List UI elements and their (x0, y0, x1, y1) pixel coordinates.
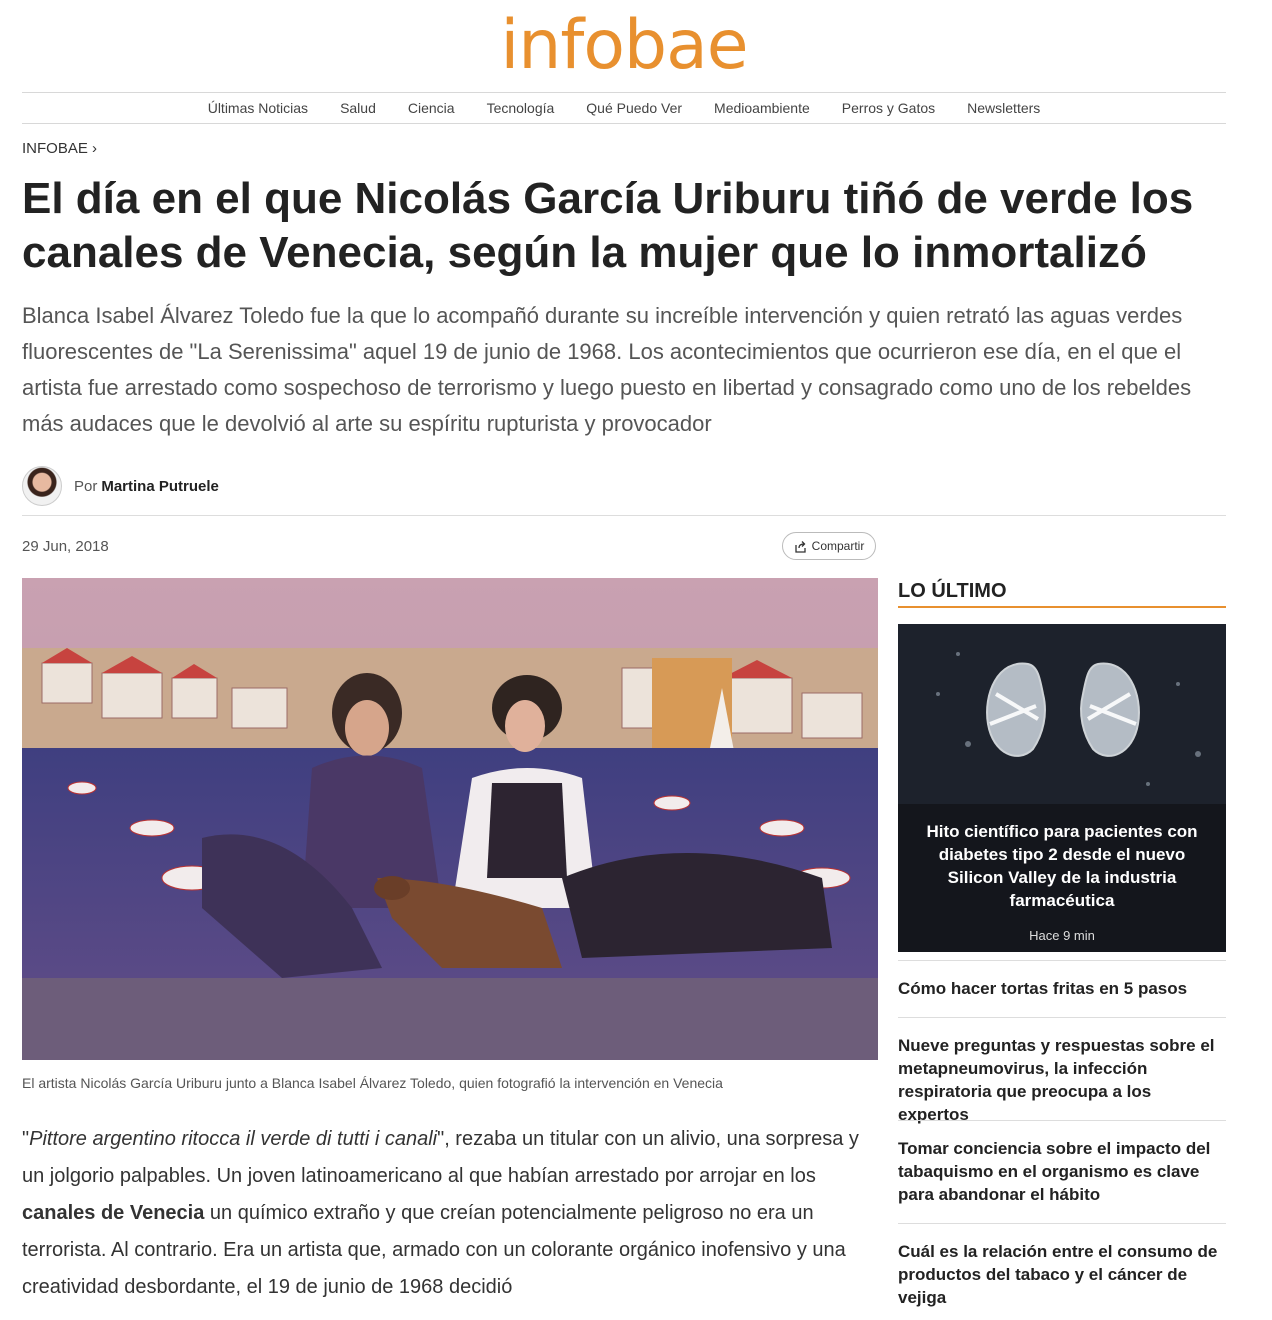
author-name[interactable]: Martina Putruele (101, 477, 219, 495)
article-title: El día en el que Nicolás García Uriburu tiñó de verde los canales de Venecia, según la mujer que lo inmortalizó (22, 174, 1194, 277)
sidebar-heading: LO ÚLTIMO (898, 580, 1226, 608)
share-label: Compartir (811, 539, 865, 553)
sidebar-item-cancer-vejiga[interactable]: Cuál es la relación entre el consumo de productos del tabaco y el cáncer de vejiga (898, 1223, 1226, 1320)
share-icon (794, 540, 807, 553)
photo-caption: El artista Nicolás García Uriburu junto a Blanca Isabel Álvarez Toledo, quien fotografió la intervención en Venecia (22, 1075, 723, 1091)
feature-time: Hace 9 min (1029, 928, 1095, 943)
main-nav (22, 92, 1226, 124)
body-text-1: ", rezaba un titular con un alivio, una sorpresa y un jolgorio palpables. Un joven latinoamericano al que habían arrestado por arrojar en los (22, 1128, 859, 1187)
sidebar-feature-card[interactable] (898, 624, 1226, 952)
nav-medioambiente[interactable]: Medioambiente (714, 100, 810, 116)
hero-photo[interactable] (22, 578, 878, 1060)
nav-ciencia[interactable]: Ciencia (407, 100, 455, 116)
nav-que-puedo-ver[interactable]: Qué Puedo Ver (586, 100, 683, 116)
nav-ultimas-noticias[interactable]: Últimas Noticias (207, 100, 309, 116)
publish-date: 29 Jun, 2018 (22, 538, 109, 555)
sidebar-item-tortas[interactable]: Cómo hacer tortas fritas en 5 pasos (898, 960, 1226, 1017)
breadcrumb[interactable]: INFOBAE › (22, 140, 98, 157)
nav-newsletters[interactable]: Newsletters (967, 100, 1041, 116)
article-body: "Pittore argentino ritocca il verde di tutti i canali", rezaba un titular con un alivio, una sorpresa y un jolgorio palpables. Un joven latinoamericano al que habían arrestado por arrojar en los canales de Venecia un químico extraño y que creían potencialmente peligroso no era un terrorista. Al contrario. Era un artista que, armado con un colorante orgánico inofensivo y una creatividad desbordante, el 19 de junio de 1968 decidió (22, 1128, 859, 1298)
share-button[interactable] (782, 532, 876, 560)
feature-title[interactable]: Hito científico para pacientes con diabetes tipo 2 desde el nuevo Silicon Valley de la industria farmacéutica (926, 822, 1198, 910)
nav-perros-y-gatos[interactable]: Perros y Gatos (841, 100, 936, 116)
author-avatar[interactable] (22, 466, 62, 506)
author-byline (22, 466, 219, 506)
nav-tecnologia[interactable]: Tecnología (486, 100, 555, 116)
sidebar-item-tabaquismo[interactable]: Tomar conciencia sobre el impacto del tabaquismo en el organismo es clave para abandonar el hábito (898, 1120, 1226, 1223)
sidebar-item-metapneumovirus[interactable]: Nueve preguntas y respuestas sobre el metapneumovirus, la infección respiratoria que preocupa a los expertos (898, 1017, 1226, 1120)
divider (22, 515, 1226, 516)
photo-illustration (22, 578, 878, 1060)
body-quote: Pittore argentino ritocca il verde di tutti i canali (29, 1128, 438, 1150)
body-text-2: un químico extraño y que creían potencialmente peligroso no era un terrorista. Al contrario. Era un artista que, armado con un colorante orgánico inofensivo y una creatividad desbordante, el 19 de junio de 1968 decidió (22, 1202, 846, 1298)
author-prefix: Por (74, 477, 98, 495)
nav-salud[interactable]: Salud (340, 100, 376, 116)
infobae-logo[interactable]: infobae (500, 6, 748, 85)
body-link-canales[interactable]: canales de Venecia (22, 1202, 205, 1224)
article-subtitle: Blanca Isabel Álvarez Toledo fue la que lo acompañó durante su increíble intervención y quien retrató las aguas verdes fluorescentes de "La Serenissima" aquel 19 de junio de 1968. Los acontecimientos que ocurrieron ese día, en el que el artista fue arrestado como sospechoso de terrorismo y luego puesto en libertad y consagrado como uno de los rebeldes más audaces que le devolvió al arte su espíritu rupturista y provocador (22, 303, 1192, 436)
